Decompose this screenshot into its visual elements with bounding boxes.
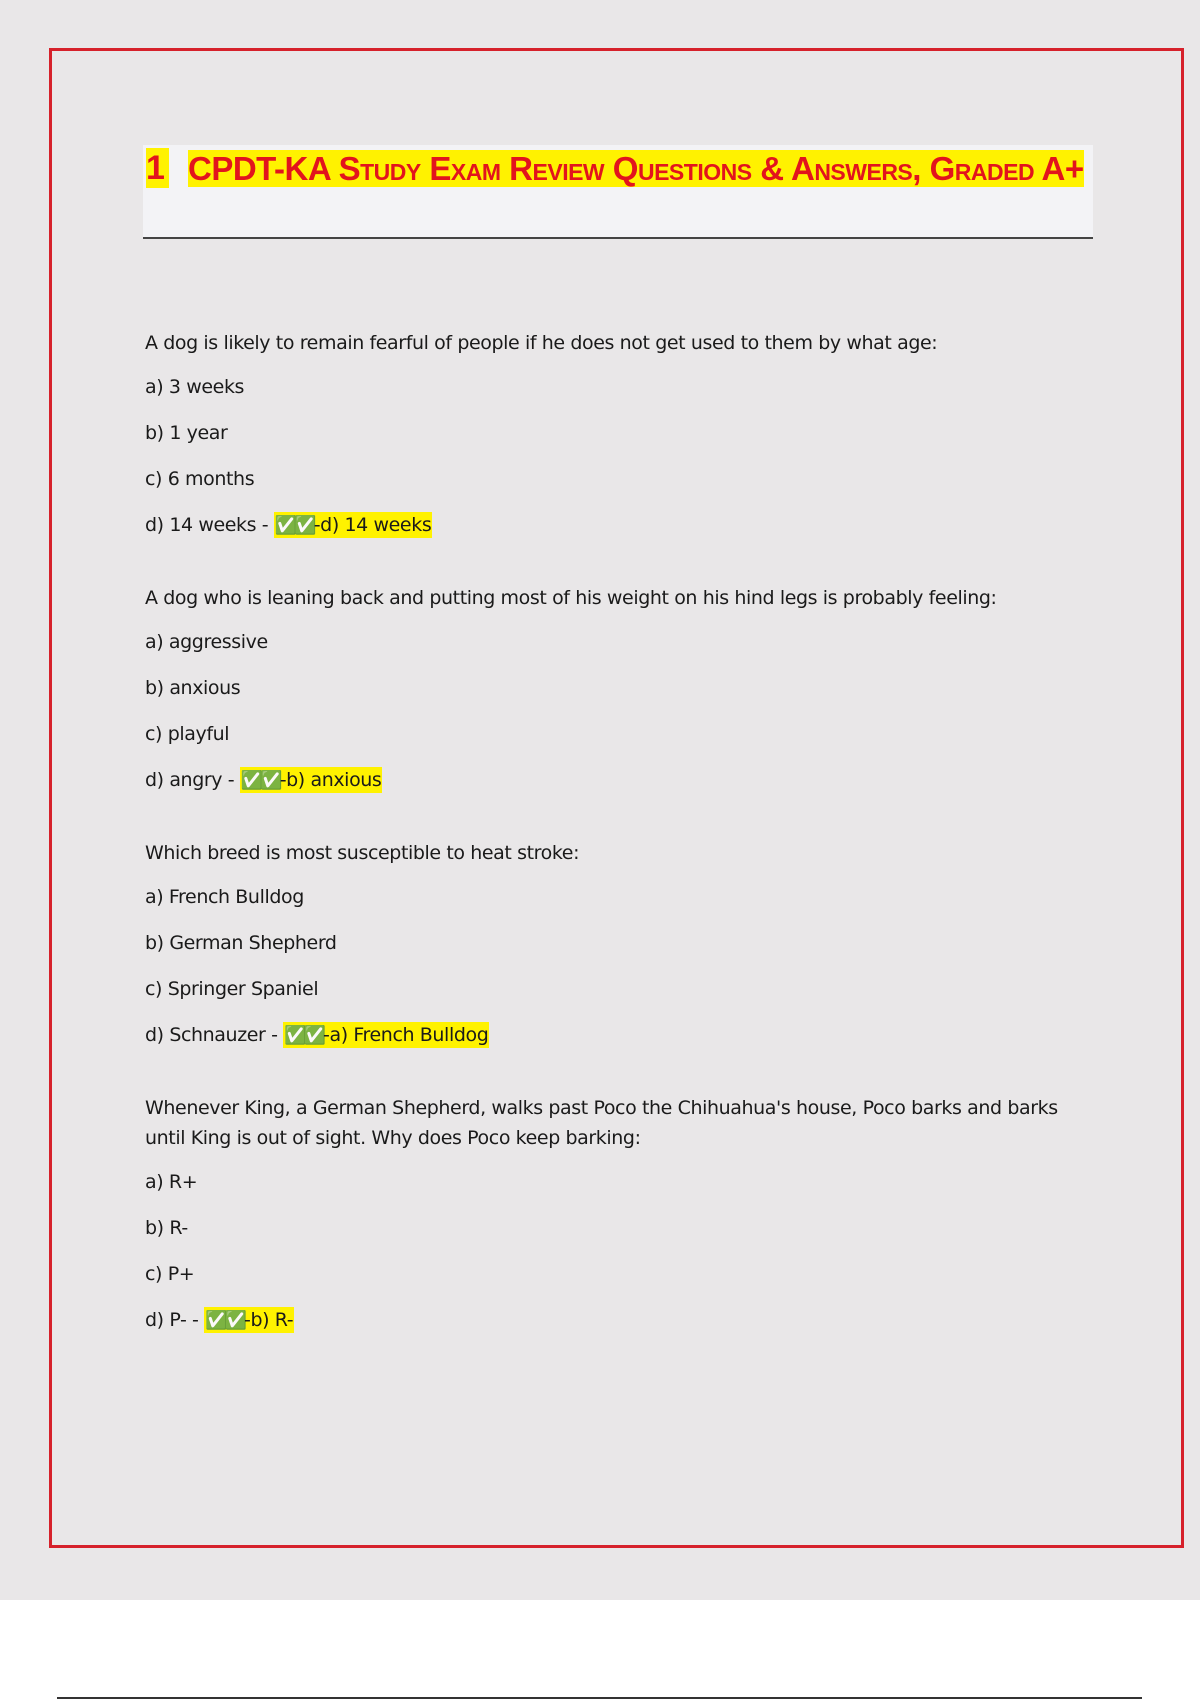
question-1 [145, 328, 1095, 541]
double-check-icon: ✅✅ [240, 770, 280, 791]
option-b: b) R- [145, 1217, 188, 1239]
double-check-icon: ✅✅ [274, 515, 314, 536]
question-text: A dog who is leaning back and putting most of his weight on his hind legs is probably feeling: [145, 587, 997, 609]
answer-text: -b) R- [243, 1309, 294, 1331]
double-check-icon: ✅✅ [284, 1025, 324, 1046]
question-text: Which breed is most susceptible to heat stroke: [145, 842, 580, 864]
option-a: a) French Bulldog [145, 886, 304, 908]
question-list [145, 328, 1095, 1378]
answer-text: -a) French Bulldog [323, 1024, 489, 1046]
option-d [145, 765, 1095, 796]
answer-highlight [274, 512, 432, 538]
option-b: b) anxious [145, 677, 241, 699]
option-b: b) German Shepherd [145, 932, 337, 954]
option-c: c) 6 months [145, 468, 255, 490]
question-3 [145, 838, 1095, 1051]
next-page-divider [57, 1697, 1142, 1699]
option-c: c) Springer Spaniel [145, 978, 319, 1000]
option-d-text: d) 14 weeks - [145, 514, 274, 536]
option-d-text: d) P- - [145, 1309, 205, 1331]
option-a: a) R+ [145, 1171, 198, 1193]
option-a: a) aggressive [145, 631, 268, 653]
question-text: Whenever King, a German Shepherd, walks past Poco the Chihuahua's house, Poco barks and barks until King is out of sight. Why does Poco keep barking: [145, 1097, 1058, 1149]
answer-highlight [283, 1022, 489, 1048]
option-d [145, 510, 1095, 541]
title-text-highlight: CPDT-KA Study Exam Review Questions & Answers, Graded A+ [188, 150, 1084, 187]
question-4 [145, 1093, 1095, 1336]
title-text [188, 147, 1088, 191]
title-number: 1 [146, 148, 169, 188]
option-b: b) 1 year [145, 422, 228, 444]
double-check-icon: ✅✅ [205, 1310, 244, 1331]
answer-text: -b) anxious [279, 769, 382, 791]
option-a: a) 3 weeks [145, 376, 245, 398]
answer-highlight [240, 767, 383, 793]
option-c: c) playful [145, 723, 230, 745]
question-text: A dog is likely to remain fearful of people if he does not get used to them by what age: [145, 332, 938, 354]
option-d-text: d) Schnauzer - [145, 1024, 284, 1046]
option-d [145, 1305, 1095, 1336]
answer-text: -d) 14 weeks [313, 514, 432, 536]
option-c: c) P+ [145, 1263, 195, 1285]
question-2 [145, 583, 1095, 796]
option-d-text: d) angry - [145, 769, 240, 791]
option-d [145, 1020, 1095, 1051]
document-title [143, 145, 1093, 239]
answer-highlight [204, 1307, 294, 1333]
